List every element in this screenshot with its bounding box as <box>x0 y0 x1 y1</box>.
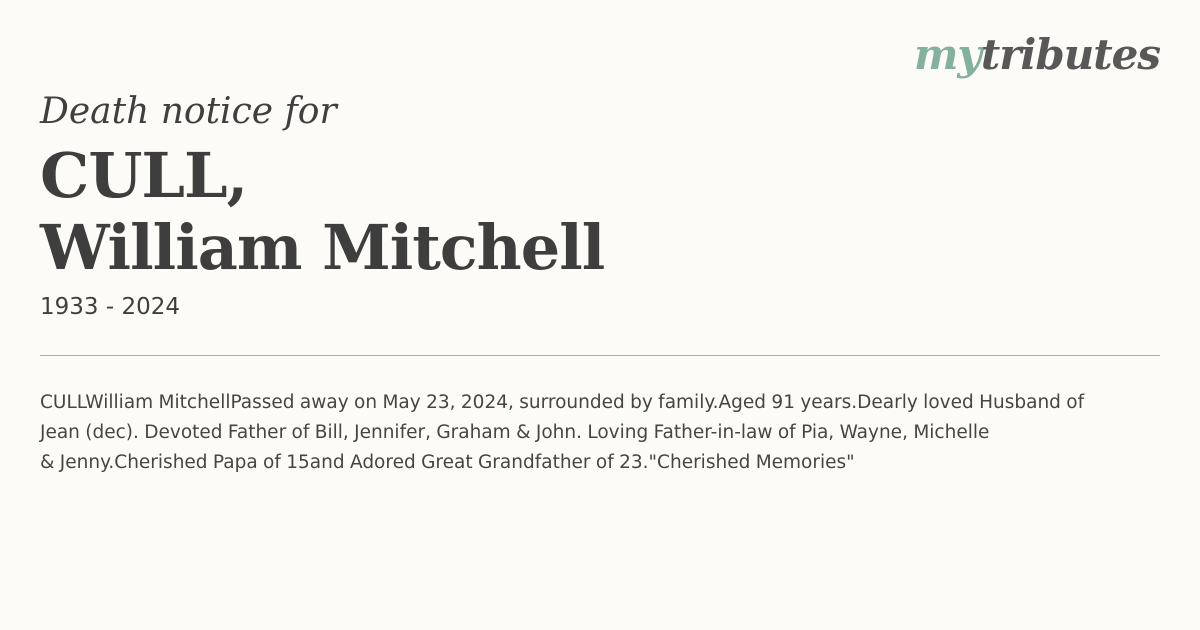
deceased-surname: CULL, <box>40 139 248 212</box>
logo-my-text: my <box>913 30 981 79</box>
notice-body <box>40 388 1160 478</box>
life-years: 1933 - 2024 <box>40 294 180 320</box>
deceased-name <box>40 140 604 284</box>
notice-body-line: CULLWilliam MitchellPassed away on May 23, 2024, surrounded by family.Aged 91 years.Dearly loved Husband of <box>40 392 1085 413</box>
divider <box>40 355 1160 356</box>
deceased-given-names: William Mitchell <box>40 211 605 284</box>
notice-body-line: Jean (dec). Devoted Father of Bill, Jennifer, Graham & John. Loving Father-in-law of Pia, Wayne, Michelle <box>40 422 990 443</box>
mytributes-logo[interactable] <box>913 30 1160 79</box>
logo-tributes-text: tributes <box>980 30 1160 79</box>
notice-body-line: & Jenny.Cherished Papa of 15and Adored Great Grandfather of 23."Cherished Memories" <box>40 452 855 473</box>
notice-kicker: Death notice for <box>40 91 337 132</box>
